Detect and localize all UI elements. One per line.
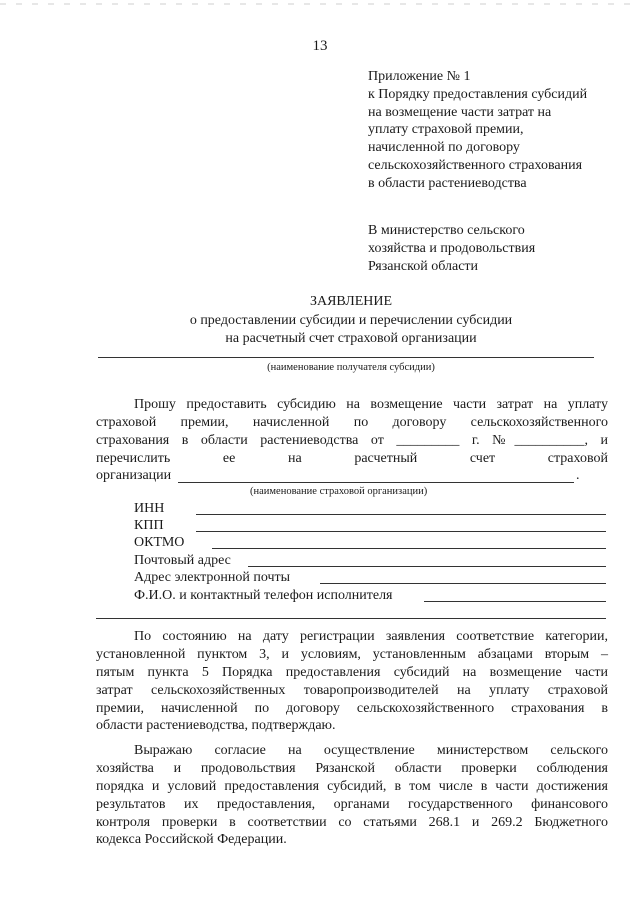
confirmation-line: затрат сельскохозяйственных товаропроизводителей на уплату страховой bbox=[96, 683, 608, 698]
request-line-1: Прошу предоставить субсидию на возмещение части затрат на уплату bbox=[134, 397, 608, 412]
appendix-line: на возмещение части затрат на bbox=[368, 104, 552, 120]
document-subtitle-line-1: о предоставлении субсидии и перечислении субсидии bbox=[189, 313, 513, 328]
page-number: 13 bbox=[312, 38, 328, 54]
scan-artifact bbox=[0, 0, 640, 8]
request-line-4: перечислить ее на расчетный счет страховой bbox=[96, 451, 608, 466]
request-line-5-end: . bbox=[576, 468, 580, 483]
appendix-line: к Порядку предоставления субсидий bbox=[368, 86, 588, 102]
addressee bbox=[368, 222, 628, 275]
confirmation-line: премии, начисленной по договору сельскохозяйственного страхования в bbox=[96, 701, 608, 716]
appendix-line: уплату страховой премии, bbox=[368, 122, 524, 138]
addressee-line: хозяйства и продовольствия bbox=[368, 240, 536, 256]
recipient-caption: (наименование получателя субсидии) bbox=[267, 362, 435, 373]
field-line-kpp[interactable] bbox=[196, 531, 606, 532]
insurer-name-line[interactable] bbox=[178, 482, 574, 483]
document-title: ЗАЯВЛЕНИЕ bbox=[309, 294, 393, 309]
field-line-contact[interactable] bbox=[424, 601, 606, 602]
field-label-inn: ИНН bbox=[134, 501, 165, 516]
appendix-line: в области растениеводства bbox=[368, 175, 527, 191]
separator-line bbox=[96, 618, 606, 619]
field-label-postal: Почтовый адрес bbox=[134, 553, 231, 568]
request-line-5-label: организации bbox=[96, 468, 172, 483]
consent-line: порядка и условий предоставления субсидий, в том числе в части достижения bbox=[96, 779, 608, 794]
field-line-postal[interactable] bbox=[248, 566, 606, 567]
confirmation-line: установленной пунктом 3, и условиям, установленным абзацами вторым – bbox=[96, 647, 608, 662]
field-line-email[interactable] bbox=[320, 583, 606, 584]
consent-line: результатов их предоставления, органами государственного финансового bbox=[96, 797, 608, 812]
consent-line-last: кодекса Российской Федерации. bbox=[96, 832, 287, 847]
field-line-oktmo[interactable] bbox=[212, 548, 606, 549]
field-label-email: Адрес электронной почты bbox=[134, 570, 291, 585]
confirmation-line-last: области растениеводства, подтверждаю. bbox=[96, 718, 336, 733]
field-line-inn[interactable] bbox=[196, 514, 606, 515]
consent-line: Выражаю согласие на осуществление министерством сельского bbox=[134, 743, 608, 758]
insurer-caption: (наименование страховой организации) bbox=[250, 486, 428, 497]
appendix-line: сельскохозяйственного страхования bbox=[368, 157, 583, 173]
confirmation-line: пятым пункта 5 Порядка предоставления субсидий на возмещение части bbox=[96, 665, 608, 680]
addressee-line: Рязанской области bbox=[368, 258, 479, 274]
consent-line: хозяйства и продовольствия Рязанской области проверки соблюдения bbox=[96, 761, 608, 776]
consent-line: контроля проверки в соответствии со статьями 268.1 и 269.2 Бюджетного bbox=[96, 815, 608, 830]
appendix-line: начисленной по договору bbox=[368, 140, 520, 156]
appendix-header bbox=[368, 68, 638, 193]
addressee-line: В министерство сельского bbox=[368, 223, 525, 238]
field-label-oktmo: ОКТМО bbox=[134, 535, 185, 550]
confirmation-line: По состоянию на дату регистрации заявления соответствие категории, bbox=[134, 629, 608, 644]
appendix-line: Приложение № 1 bbox=[368, 69, 471, 84]
request-line-2: страховой премии, начисленной по договору сельскохозяйственного bbox=[96, 415, 608, 430]
field-label-contact: Ф.И.О. и контактный телефон исполнителя bbox=[134, 588, 393, 603]
document-subtitle-line-2: на расчетный счет страховой организации bbox=[225, 331, 477, 346]
recipient-name-line[interactable] bbox=[98, 357, 594, 358]
request-line-3: страхования в области растениеводства от _________ г. №__________, и bbox=[96, 433, 608, 448]
field-label-kpp: КПП bbox=[134, 518, 164, 533]
